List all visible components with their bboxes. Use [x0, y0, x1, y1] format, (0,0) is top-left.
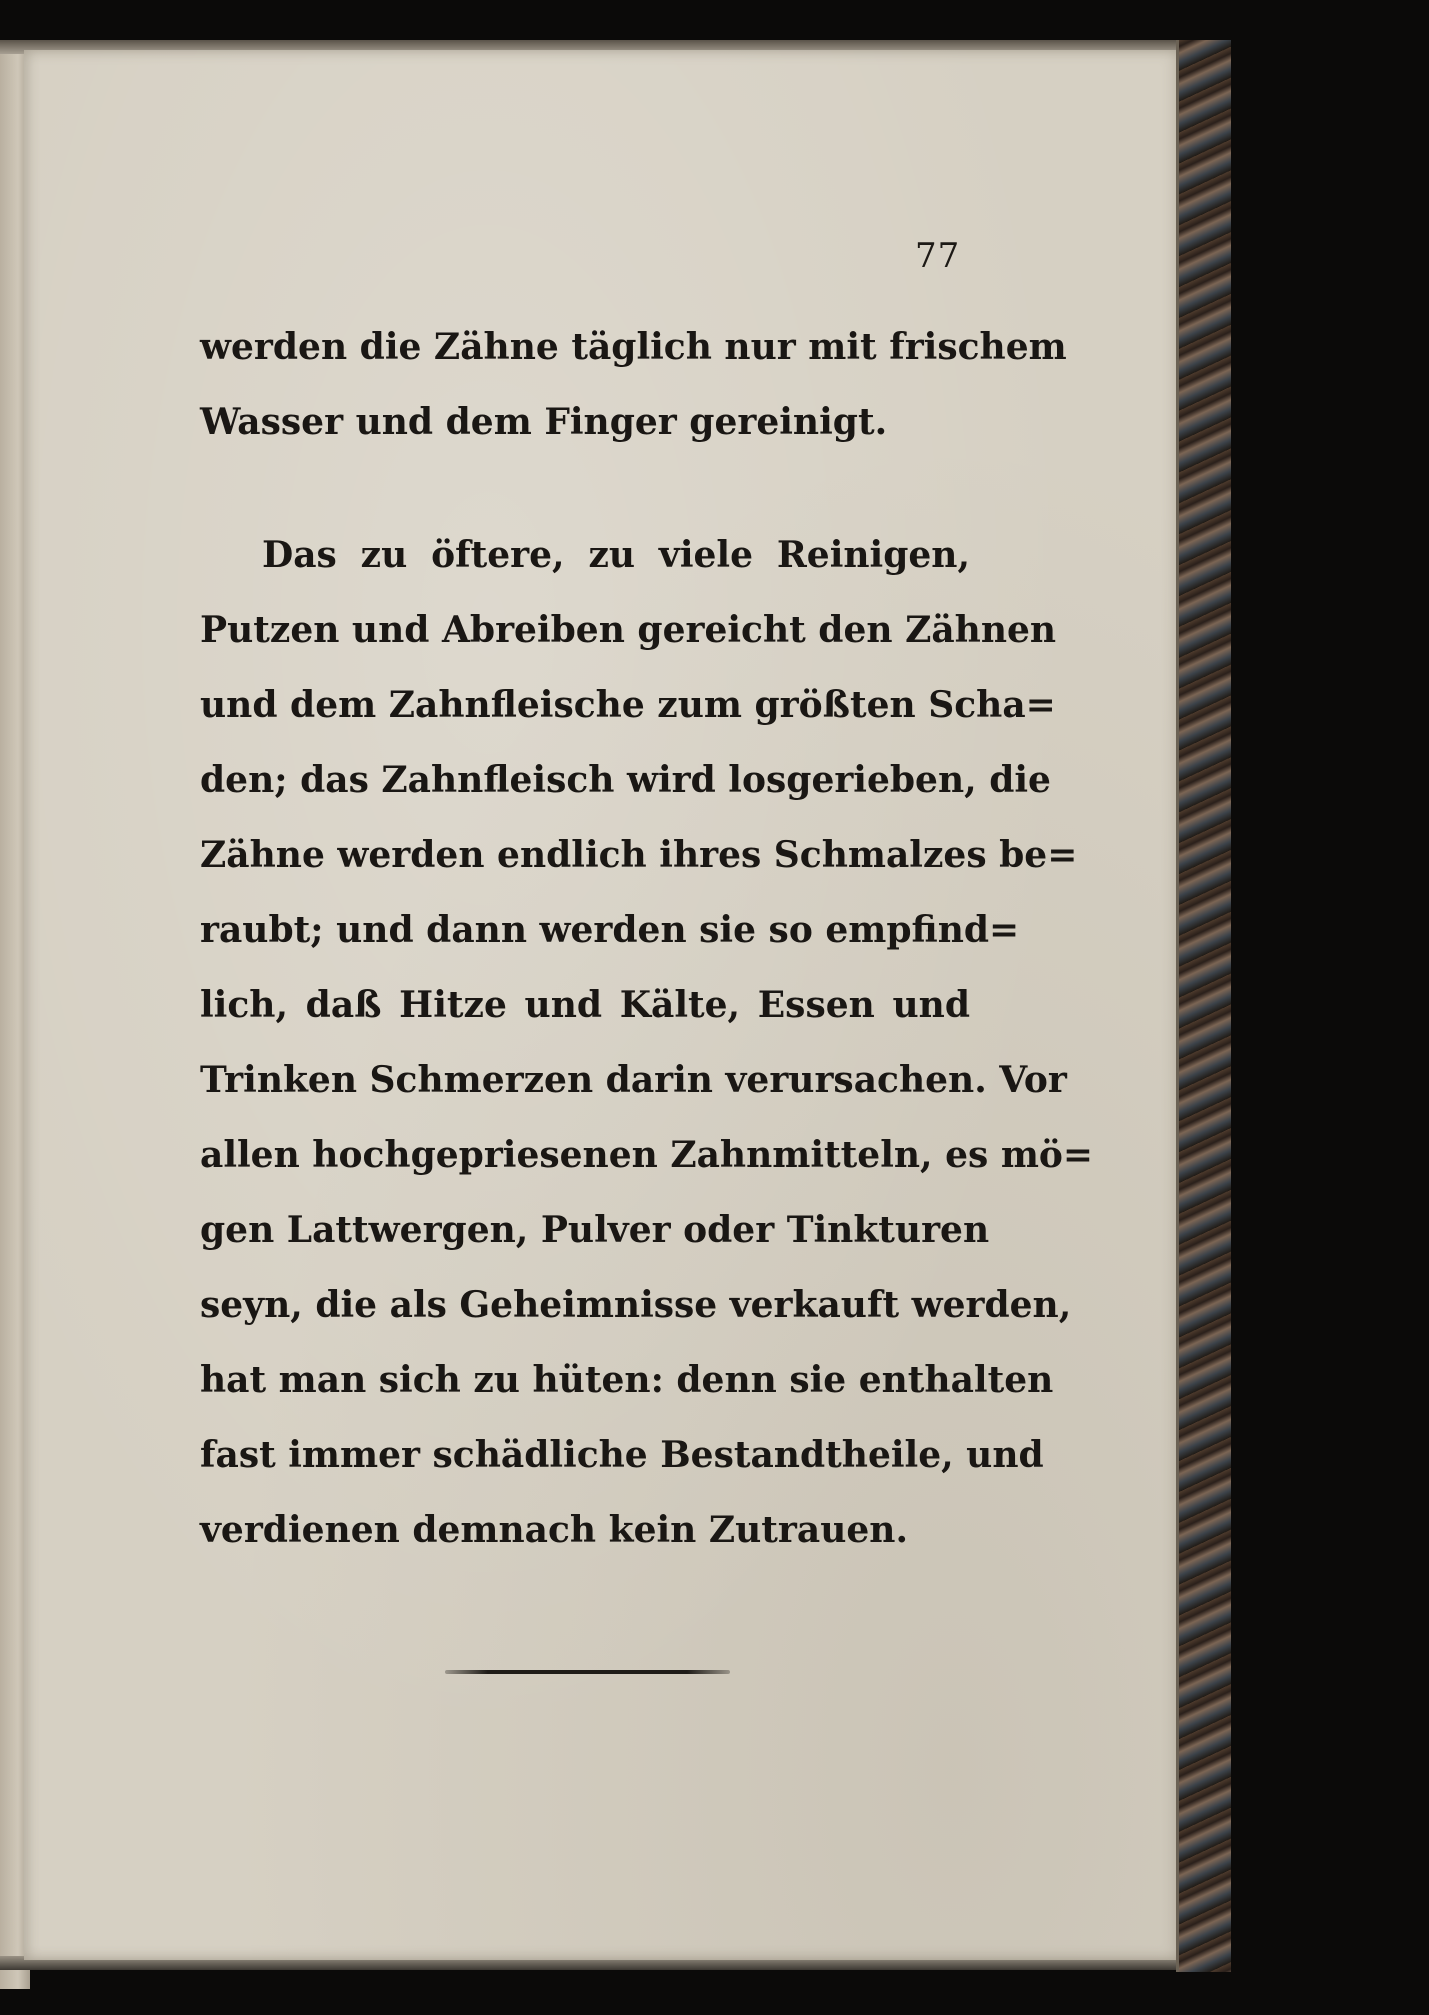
- text-line: gen Lattwergen, Pulver oder Tinkturen: [200, 1209, 990, 1251]
- text-line: Zähne werden endlich ihres Schmalzes be=: [200, 834, 1078, 876]
- text-line: verdienen demnach kein Zutrauen.: [200, 1509, 909, 1551]
- text-line: Das zu öftere, zu viele Reinigen,: [262, 534, 970, 576]
- text-line: fast immer schädliche Bestandtheile, und: [200, 1434, 1044, 1476]
- text-line: Wasser und dem Finger gereinigt.: [200, 401, 888, 443]
- text-line: lich, daß Hitze und Kälte, Essen und: [200, 984, 970, 1026]
- text-line: und dem Zahnfleische zum größten Scha=: [200, 684, 1056, 726]
- section-end-rule: [445, 1670, 730, 1674]
- text-line: hat man sich zu hüten: denn sie enthalten: [200, 1359, 1054, 1401]
- page-number: 77: [915, 236, 961, 276]
- text-line: allen hochgepriesenen Zahnmitteln, es mö=: [200, 1134, 1094, 1176]
- body-text: [200, 310, 1094, 1568]
- text-line: raubt; und dann werden sie so empfind=: [200, 909, 1020, 951]
- paragraph-gap: [200, 460, 970, 518]
- text-line: Trinken Schmerzen darin verursachen. Vor: [200, 1059, 1067, 1101]
- text-line: seyn, die als Geheimnisse verkauft werden,: [200, 1284, 1072, 1326]
- text-line: Putzen und Abreiben gereicht den Zähnen: [200, 609, 1057, 651]
- text-line: werden die Zähne täglich nur mit frischem: [200, 326, 1067, 368]
- marbled-cover-edge: [1176, 40, 1231, 1972]
- text-line: den; das Zahnfleisch wird losgerieben, die: [200, 759, 1051, 801]
